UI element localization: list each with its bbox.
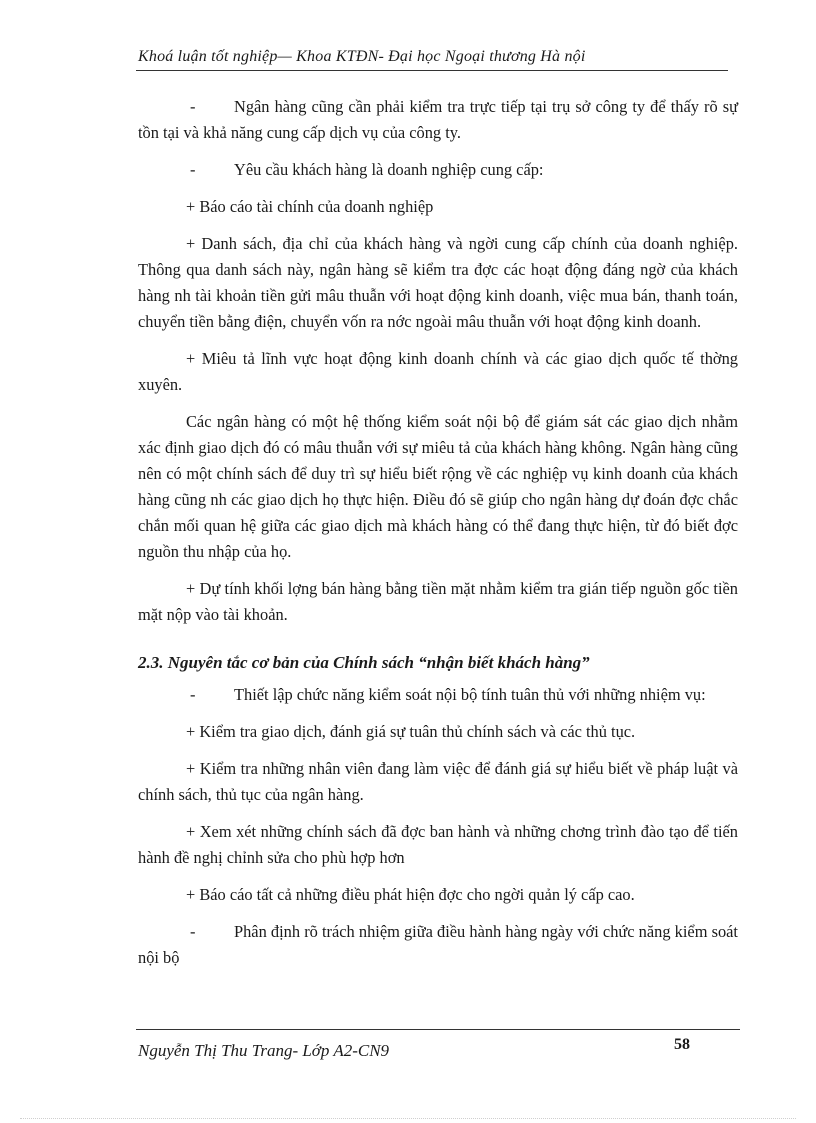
paragraph-plus-2: + Danh sách, địa chỉ của khách hàng và ngời cung cấp chính của doanh nghiệp. Thông qua danh sách này, ngân hàng sẽ kiểm tra đợc các hoạt động đáng ngờ của khách hàng nh tài khoản tiền gửi mâu thuẫn với hoạt động kinh doanh, việc mua bán, thanh toán, chuyển tiền bằng điện, chuyển vốn ra nớc ngoài mâu thuẫn với hoạt động kinh doanh. xyxy=(138,234,738,331)
paragraph-plus-8: + Báo cáo tất cả những điều phát hiện đợc cho ngời quản lý cấp cao. xyxy=(186,885,635,904)
paragraph-text: Thiết lập chức năng kiểm soát nội bộ tính tuân thủ với những nhiệm vụ: xyxy=(234,685,706,704)
paragraph-plus-1: + Báo cáo tài chính của doanh nghiệp xyxy=(186,197,434,216)
paragraph-body: Các ngân hàng có một hệ thống kiểm soát nội bộ để giám sát các giao dịch nhằm xác định giao dịch đó có mâu thuẫn với sự miêu tả của khách hàng không. Ngân hàng cũng nên có một chính sách để duy trì sự hiểu biết rộng về các nghiệp vụ kinh doanh của khách hàng cũng nh các giao dịch họ thực hiện. Điều đó sẽ giúp cho ngân hàng dự đoán đợc chắc chắn mối quan hệ giữa các giao dịch mà khách hàng có thể đang thực hiện, từ đó biết đợc nguồn thu nhập của họ. xyxy=(138,412,738,561)
dash-bullet: - xyxy=(190,685,196,704)
running-header: Khoá luận tốt nghiệp— Khoa KTĐN- Đại học Ngoại thương Hà nội xyxy=(138,48,586,65)
paragraph-dash-1 xyxy=(138,94,738,146)
paragraph-text: Yêu cầu khách hàng là doanh nghiệp cung cấp: xyxy=(234,160,544,179)
paragraph-plus-3: + Miêu tả lĩnh vực hoạt động kinh doanh chính và các giao dịch quốc tế thờng xuyên. xyxy=(138,349,738,394)
paragraph-plus-4: + Dự tính khối lợng bán hàng bằng tiền mặt nhằm kiểm tra gián tiếp nguồn gốc tiền mặt nộp vào tài khoản. xyxy=(138,579,738,624)
paragraph-dash-4 xyxy=(138,919,738,971)
page-content xyxy=(138,94,738,982)
paragraph-dash-2 xyxy=(138,157,738,183)
section-heading: 2.3. Nguyên tắc cơ bản của Chính sách “nhận biết khách hàng” xyxy=(138,653,590,672)
paragraph-plus-6: + Kiểm tra những nhân viên đang làm việc để đánh giá sự hiểu biết về pháp luật và chính sách, thủ tục của ngân hàng. xyxy=(138,759,738,804)
paragraph-plus-5: + Kiểm tra giao dịch, đánh giá sự tuân thủ chính sách và các thủ tục. xyxy=(186,722,636,741)
footer-rule xyxy=(136,1029,740,1030)
dash-bullet: - xyxy=(190,160,196,179)
paragraph-plus-7: + Xem xét những chính sách đã đợc ban hành và những chơng trình đào tạo để tiến hành đề nghị chỉnh sửa cho phù hợp hơn xyxy=(138,822,738,867)
page-number: 58 xyxy=(674,1036,690,1053)
header-rule xyxy=(136,70,728,71)
paragraph-text: Phân định rõ trách nhiệm giữa điều hành hàng ngày với chức năng kiểm soát nội bộ xyxy=(138,922,738,967)
dash-bullet: - xyxy=(190,97,196,116)
dash-bullet: - xyxy=(190,922,196,941)
page-edge-divider xyxy=(20,1118,796,1119)
paragraph-text: Ngân hàng cũng cần phải kiểm tra trực tiếp tại trụ sở công ty để thấy rõ sự tồn tại và khả năng cung cấp dịch vụ của công ty. xyxy=(138,97,738,142)
footer-author: Nguyễn Thị Thu Trang- Lớp A2-CN9 xyxy=(138,1041,390,1060)
paragraph-dash-3 xyxy=(138,682,738,708)
